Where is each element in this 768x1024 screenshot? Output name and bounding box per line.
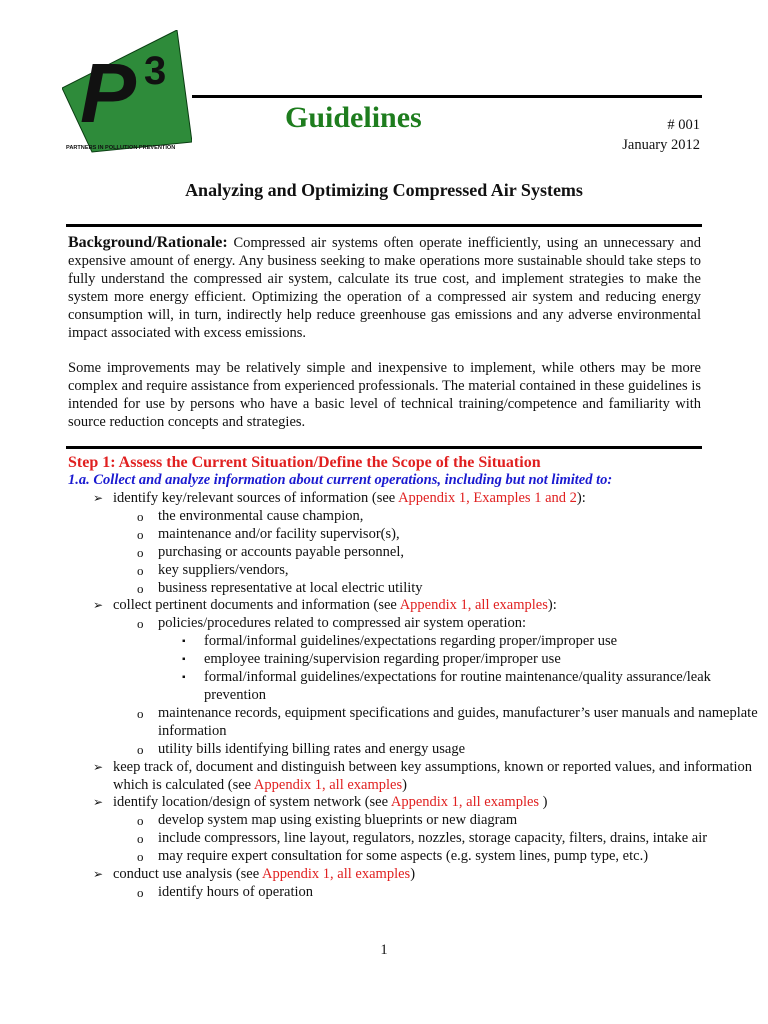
- list-item-text: purchasing or accounts payable personnel,: [158, 543, 405, 560]
- step1-list: [0, 490, 768, 902]
- appendix-reference: Appendix 1, all examples: [262, 866, 411, 883]
- list-item: [0, 866, 768, 884]
- list-item: [0, 580, 768, 598]
- background-text: Compressed air systems often operate inefficiently, using an unnecessary and expensive amount of energy. Any business seeking to make operations more sustainable should take steps to fully understand the compressed air system, calculate its true cost, and implement strategies to make the system more energy efficient. Optimizing the operation of a compressed air system and reducing energy consumption will, in turn, indirectly help reduce greenhouse gas emissions and any adverse environmental impact associated with excess emissions.: [68, 235, 701, 341]
- circle-bullet-icon: o: [137, 562, 144, 578]
- circle-bullet-icon: o: [137, 508, 144, 524]
- list-item-text: develop system map using existing blueprints or new diagram: [158, 812, 518, 829]
- list-item-suffix: ):: [547, 597, 557, 614]
- step1-subtitle: 1.a. Collect and analyze information about current operations, including but not limited to:: [68, 472, 613, 488]
- arrow-bullet-icon: ➢: [93, 491, 104, 505]
- logo-tagline: PARTNERS IN POLLUTION PREVENTION: [66, 145, 176, 151]
- list-item-text: utility bills identifying billing rates and energy usage: [158, 740, 465, 757]
- list-item-text: collect pertinent documents and information (see: [113, 597, 400, 614]
- list-item: [0, 615, 768, 633]
- arrow-bullet-icon: ➢: [93, 759, 104, 774]
- list-item: [0, 830, 768, 848]
- list-item-text: identify location/design of system network (see: [113, 794, 391, 811]
- list-item-text: identify key/relevant sources of information (see: [113, 490, 399, 506]
- circle-bullet-icon: o: [137, 849, 144, 865]
- list-item-suffix: ): [539, 794, 548, 811]
- arrow-bullet-icon: ➢: [93, 795, 104, 810]
- appendix-reference: Appendix 1, all examples: [253, 776, 403, 793]
- square-bullet-icon: ▪: [182, 636, 186, 648]
- circle-bullet-icon: o: [137, 813, 144, 829]
- list-item: [0, 848, 768, 866]
- step1-title: Step 1: Assess the Current Situation/Define the Scope of the Situation: [68, 454, 541, 471]
- logo-superscript: 3: [144, 49, 167, 93]
- circle-bullet-icon: o: [137, 526, 144, 542]
- square-bullet-icon: ▪: [182, 654, 186, 666]
- arrow-bullet-icon: ➢: [93, 867, 104, 882]
- list-item-text: policies/procedures related to compressed air system operation:: [158, 615, 527, 632]
- list-item: [0, 633, 768, 651]
- circle-bullet-icon: o: [137, 544, 144, 560]
- background-label: Background/Rationale:: [68, 234, 228, 251]
- circle-bullet-icon: o: [137, 705, 144, 721]
- list-item: [0, 705, 768, 741]
- header-rule: [192, 95, 702, 98]
- circle-bullet-icon: o: [137, 884, 144, 900]
- list-item-text: the environmental cause champion,: [158, 507, 364, 524]
- document-number: # 001: [667, 117, 700, 133]
- list-item: [0, 526, 768, 544]
- list-item-text: employee training/supervision regarding proper/improper use: [204, 651, 561, 668]
- document-subtitle: Analyzing and Optimizing Compressed Air Systems: [185, 180, 583, 200]
- list-item-suffix: ):: [576, 490, 586, 506]
- list-item-suffix: ): [402, 776, 407, 793]
- list-item: [0, 812, 768, 830]
- list-item-text: may require expert consultation for some aspects (e.g. system lines, pump type, etc.): [158, 848, 649, 865]
- list-item: [0, 741, 768, 759]
- list-item-text: maintenance records, equipment specifications and guides, manufacturer’s user manuals and nameplate information: [158, 704, 758, 739]
- square-bullet-icon: ▪: [182, 672, 186, 684]
- list-item: [0, 508, 768, 526]
- background-para2-text: Some improvements may be relatively simple and inexpensive to implement, while others may be more complex and require assistance from experienced professionals. The material contained in these guidelines is intended for use by persons who have a basic level of technical training/competence and familiarity with source reduction concepts and strategies.: [68, 360, 701, 430]
- list-item-text: conduct use analysis (see: [113, 866, 262, 883]
- list-item-text: identify hours of operation: [158, 883, 314, 900]
- appendix-reference: Appendix 1, all examples: [399, 597, 548, 614]
- list-item: [0, 669, 768, 705]
- document-date: January 2012: [622, 137, 700, 153]
- list-item-text: formal/informal guidelines/expectations for routine maintenance/quality assurance/leak prevention: [204, 669, 711, 703]
- list-item-text: include compressors, line layout, regulators, nozzles, storage capacity, filters, drains, intake air: [158, 830, 708, 847]
- list-item: [0, 651, 768, 669]
- list-item: [0, 544, 768, 562]
- list-item-suffix: ): [410, 866, 416, 883]
- circle-bullet-icon: o: [137, 831, 144, 847]
- background-section: [68, 234, 701, 342]
- circle-bullet-icon: o: [137, 616, 144, 632]
- list-item-text: keep track of, document and distinguish between key assumptions, known or reported values, and information which is calculated (see: [113, 758, 753, 793]
- background-paragraph: [68, 234, 701, 342]
- section-divider-bottom: [66, 446, 702, 449]
- list-item: [0, 490, 768, 508]
- logo-letter: P: [80, 46, 137, 140]
- list-item-text: business representative at local electric utility: [158, 579, 423, 596]
- p3-logo-icon: [62, 30, 192, 160]
- background-paragraph-2: [68, 359, 701, 431]
- list-item: [0, 884, 768, 902]
- list-item-text: formal/informal guidelines/expectations regarding proper/improper use: [204, 633, 618, 650]
- circle-bullet-icon: o: [137, 741, 144, 757]
- list-item: [0, 562, 768, 580]
- list-item-text: key suppliers/vendors,: [158, 561, 289, 578]
- list-item: [0, 759, 768, 795]
- list-item: [0, 794, 768, 812]
- p3-logo: [62, 30, 192, 160]
- list-item-text: maintenance and/or facility supervisor(s),: [158, 525, 400, 542]
- section-divider-top: [66, 224, 702, 227]
- page-number: 1: [380, 942, 388, 958]
- arrow-bullet-icon: ➢: [93, 598, 104, 613]
- list-item: [0, 597, 768, 615]
- appendix-reference: Appendix 1, Examples 1 and 2: [398, 490, 577, 506]
- page-title: Guidelines: [285, 101, 422, 134]
- circle-bullet-icon: o: [137, 580, 144, 596]
- appendix-reference: Appendix 1, all examples: [390, 794, 540, 811]
